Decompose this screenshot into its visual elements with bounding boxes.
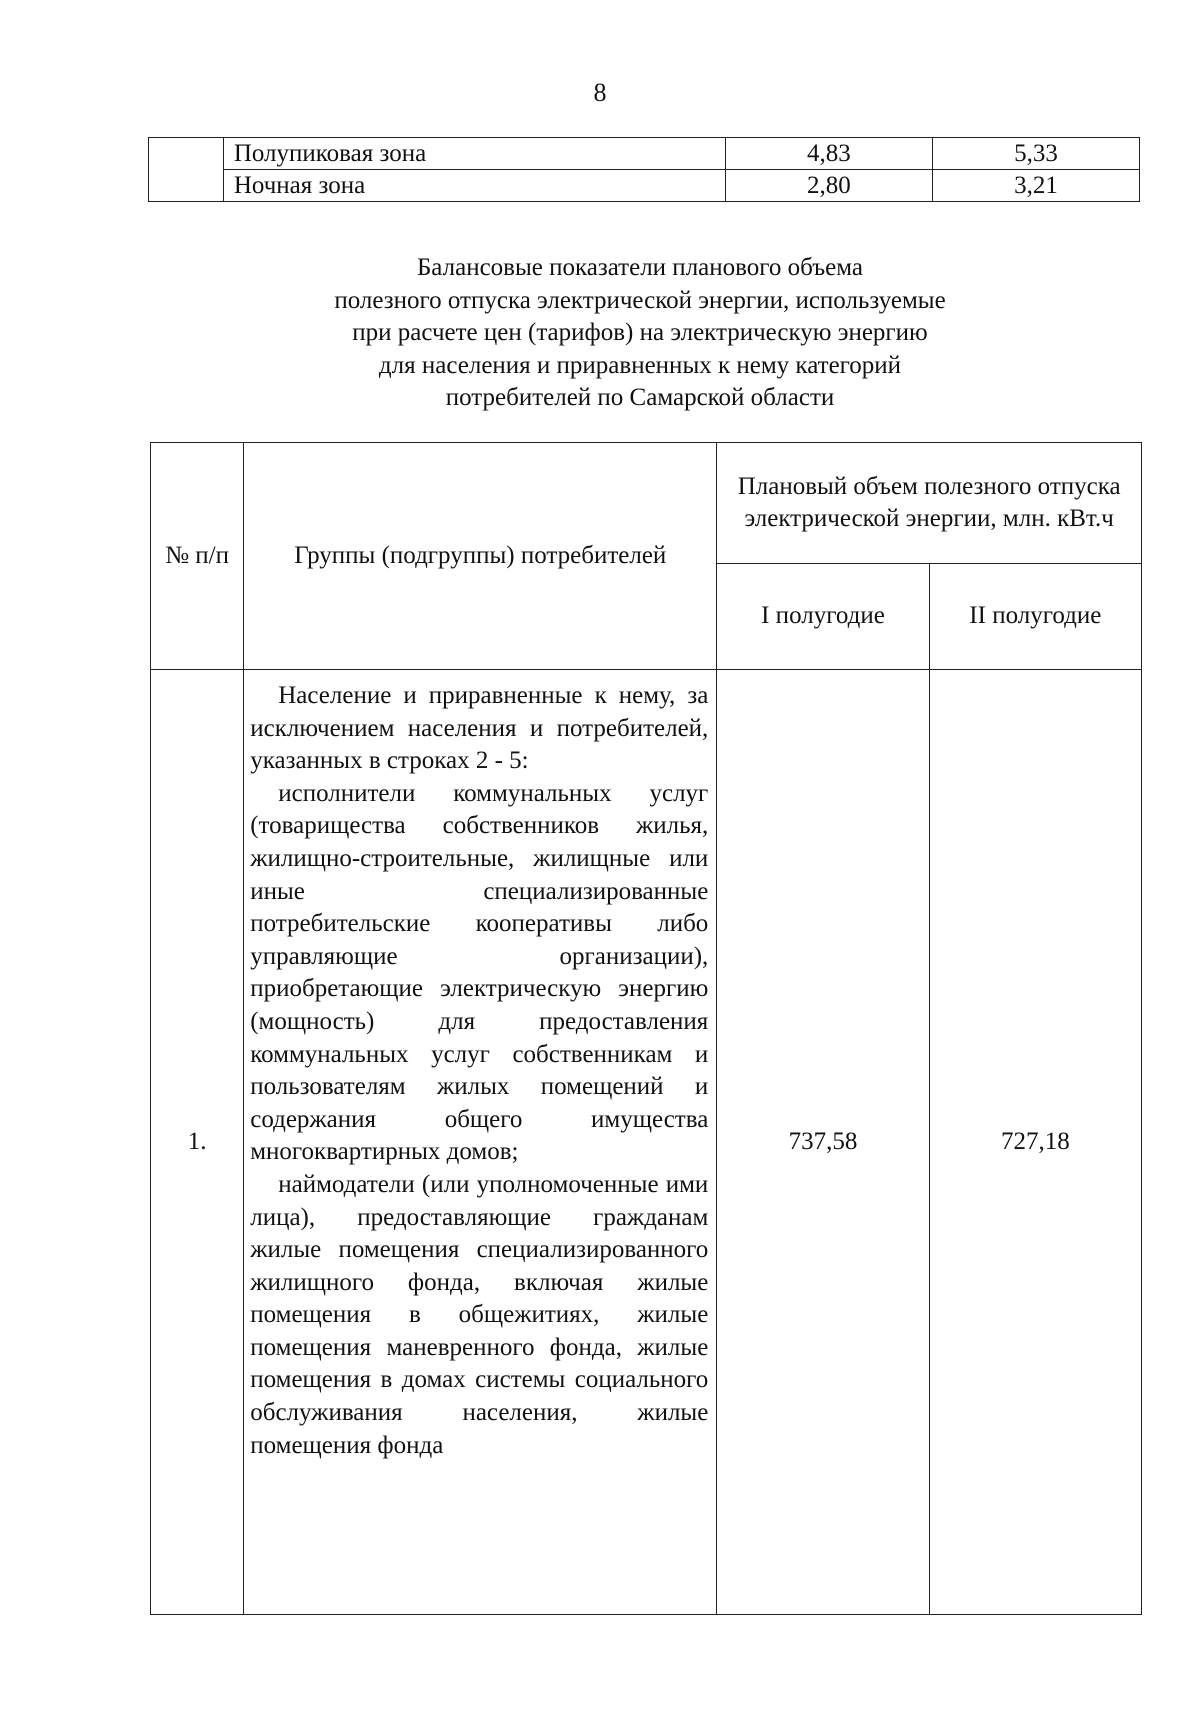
table-row [149, 170, 1140, 202]
empty-cell [149, 138, 224, 202]
table-row [149, 138, 1140, 170]
table-row [151, 670, 1142, 1615]
second-half-value: 727,18 [929, 670, 1141, 1615]
paragraph: Население и приравненные к нему, за исключением населения и потребителей, указанных в строках 2 - 5: [250, 682, 709, 775]
table-caption [200, 252, 1080, 415]
caption-line: при расчете цен (тарифов) на электрическую энергию [352, 319, 928, 346]
caption-line: потребителей по Самарской области [445, 384, 835, 411]
first-half-value: 737,58 [717, 670, 929, 1615]
zone-value-2: 5,33 [932, 138, 1139, 170]
row-number: 1. [151, 670, 244, 1615]
header-planned-volume: Плановый объем полезного отпуска электрической энергии, млн. кВт.ч [717, 443, 1142, 564]
zone-label: Полупиковая зона [223, 138, 725, 170]
caption-line: Балансовые показатели планового объема [416, 254, 864, 281]
paragraph: наймодатели (или уполномоченные ими лица), предоставляющие гражданам жилые помещения специализированного жилищного фонда, включая жилые помещения в общежитиях, жилые помещения маневренного фонда, жилые помещения в домах системы социального обслуживания населения, жилые помещения фонда [250, 1170, 709, 1459]
header-second-half: II полугодие [929, 563, 1141, 669]
tariff-continuation-table [148, 137, 1140, 202]
caption-line: полезного отпуска электрической энергии, используемые [334, 286, 946, 314]
header-number: № п/п [151, 443, 244, 670]
consumer-group-description [244, 670, 717, 1615]
zone-value-1: 2,80 [725, 170, 932, 202]
header-row [151, 443, 1142, 564]
zone-value-1: 4,83 [725, 138, 932, 170]
header-consumer-groups: Группы (подгруппы) потребителей [244, 443, 717, 670]
balance-indicators-table [150, 442, 1142, 1615]
header-first-half: I полугодие [717, 563, 929, 669]
caption-line: для населения и приравненных к нему категорий [378, 351, 902, 379]
page-number: 8 [593, 78, 607, 107]
zone-value-2: 3,21 [932, 170, 1139, 202]
paragraph: исполнители коммунальных услуг (товарищества собственников жилья, жилищно-строительные, жилищные или иные специализированные потребительские кооперативы либо управляющие организации), приобретающие электрическую энергию (мощность) для предоставления коммунальных услуг собственникам и пользователям жилых помещений и содержания общего имущества многоквартирных домов; [250, 779, 709, 1166]
zone-label: Ночная зона [223, 170, 725, 202]
